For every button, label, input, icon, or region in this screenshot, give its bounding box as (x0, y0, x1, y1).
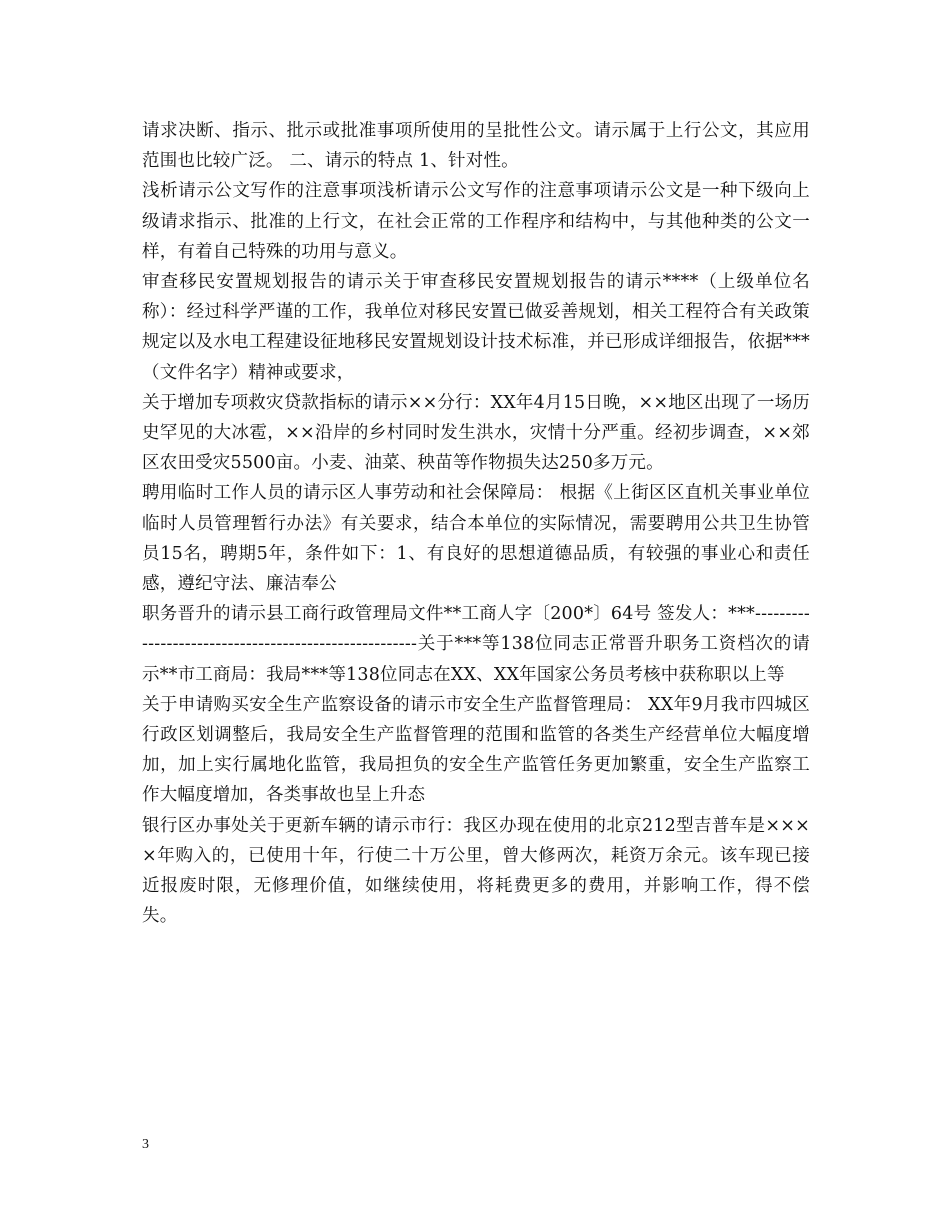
document-body (142, 116, 810, 931)
paragraph-5: 聘用临时工作人员的请示区人事劳动和社会保障局： 根据《上街区区直机关事业单位临时人员管理暂行办法》有关要求，结合本单位的实际情况，需要聘用公共卫生协管员15名，聘期5年，条件如下：1、有良好的思想道德品质，有较强的事业心和责任感，遵纪守法、廉洁奉公 (142, 483, 810, 595)
paragraph-1: 请求决断、指示、批示或批准事项所使用的呈批性公文。请示属于上行公文，其应用范围也比较广泛。 二、请示的特点 1、针对性。 (142, 121, 810, 172)
paragraph-3: 审查移民安置规划报告的请示关于审查移民安置规划报告的请示****（上级单位名称）：经过科学严谨的工作，我单位对移民安置已做妥善规划，相关工程符合有关政策规定以及水电工程建设征地移民安置规划设计技术标准，并已形成详细报告，依据***（文件名字）精神或要求， (142, 272, 810, 383)
paragraph-4: 关于增加专项救灾贷款指标的请示××分行：XX年4月15日晚，××地区出现了一场历史罕见的大冰雹，××沿岸的乡村同时发生洪水，灾情十分严重。经初步调查，××郊区农田受灾5500亩。小麦、油菜、秧苗等作物损失达250多万元。 (142, 392, 810, 474)
page-number: 3 (142, 1137, 149, 1152)
paragraph-7: 关于申请购买安全生产监察设备的请示市安全生产监督管理局： XX年9月我市四城区行政区划调整后，我局安全生产监督管理的范围和监管的各类生产经营单位大幅度增加，加上实行属地化监管，我局担负的安全生产监管任务更加繁重，安全生产监察工作大幅度增加，各类事故也呈上升态 (142, 694, 810, 806)
paragraph-8: 银行区办事处关于更新车辆的请示市行：我区办现在使用的北京212型吉普车是××××年购入的，已使用十年，行使二十万公里，曾大修两次，耗资万余元。该车现已接近报废时限，无修理价值，如继续使用，将耗费更多的费用，并影响工作，得不偿失。 (142, 815, 810, 927)
paragraph-6: 职务晋升的请示县工商行政管理局文件**工商人字〔200*〕64号 签发人：***------------------------------------------------------关于***等138位同志正常晋升职务工资档次的请示**市工商局：我局***等138位同志在XX、XX年国家公务员考核中获称职以上等 (142, 604, 810, 685)
paragraph-2: 浅析请示公文写作的注意事项浅析请示公文写作的注意事项请示公文是一种下级向上级请求指示、批准的上行文，在社会正常的工作程序和结构中，与其他种类的公文一样，有着自己特殊的功用与意义。 (142, 181, 810, 262)
